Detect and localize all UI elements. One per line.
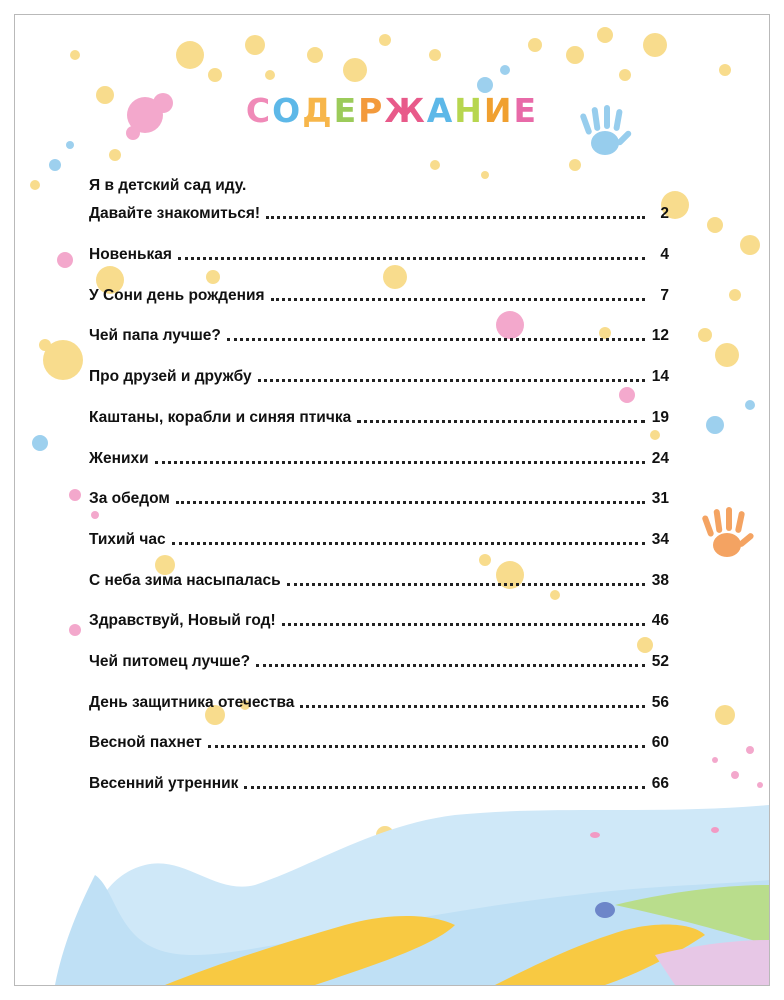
- title-letter: Д: [302, 91, 334, 130]
- title-letter: Р: [358, 91, 385, 130]
- dot-leader: [227, 337, 645, 341]
- toc-entry-page-number: 60: [651, 734, 669, 751]
- toc-entry[interactable]: [89, 730, 669, 752]
- toc-entry-page-number: 34: [651, 531, 669, 548]
- toc-entry-page-number: 14: [651, 368, 669, 385]
- toc-entry-title: Новенькая: [89, 246, 172, 263]
- toc-entry-title: За обедом: [89, 490, 170, 507]
- toc-entry-page-number: 56: [651, 694, 669, 711]
- toc-entry[interactable]: [89, 771, 669, 793]
- toc-entry-title: Давайте знакомиться!: [89, 205, 261, 222]
- dot-leader: [258, 378, 645, 382]
- toc-entry-page-number: 24: [651, 450, 669, 467]
- dot-leader: [176, 500, 645, 504]
- title-letter: С: [245, 91, 273, 130]
- toc-entry-title: Каштаны, корабли и синяя птичка: [89, 409, 352, 426]
- title-letter: Ж: [384, 91, 427, 130]
- title-letter: Е: [333, 91, 359, 130]
- dot-leader: [300, 704, 645, 708]
- toc-entry-title: Про друзей и дружбу: [89, 368, 252, 385]
- toc-entry[interactable]: [89, 527, 669, 549]
- toc-entry-page-number: 7: [660, 287, 669, 304]
- toc-entry-title: Чей папа лучше?: [89, 327, 221, 344]
- toc-entry[interactable]: [89, 608, 669, 630]
- title-letter: А: [426, 91, 455, 130]
- toc-entry-page-number: 2: [660, 205, 669, 222]
- toc-entry[interactable]: [89, 446, 669, 468]
- toc-entry-title: С неба зима насыпалась: [89, 572, 281, 589]
- toc-entry[interactable]: [89, 364, 669, 386]
- title-letter: О: [272, 91, 303, 130]
- dot-leader: [244, 785, 645, 789]
- toc-entry-page-number: 66: [651, 775, 669, 792]
- toc-entry-title: Весной пахнет: [89, 734, 202, 751]
- dot-leader: [287, 582, 645, 586]
- toc-entry-title: Чей питомец лучше?: [89, 653, 251, 670]
- book-page: [14, 14, 770, 986]
- toc-entry-title: Женихи: [89, 450, 149, 467]
- toc-entry[interactable]: [89, 690, 669, 712]
- toc-entry-title: У Сони день рождения: [89, 287, 265, 304]
- toc-entry[interactable]: [89, 242, 669, 264]
- toc-entry-title: День защитника отечества: [89, 694, 295, 711]
- orange-handprint-icon: [701, 507, 754, 557]
- dot-leader: [208, 744, 645, 748]
- dot-leader: [266, 215, 645, 219]
- dot-leader: [256, 663, 645, 667]
- toc-entry-page-number: 19: [651, 409, 669, 426]
- dot-leader: [271, 297, 645, 301]
- toc-entry-page-number: 52: [651, 653, 669, 670]
- dot-leader: [178, 256, 645, 260]
- toc-entry-page-number: 31: [651, 490, 669, 507]
- toc-entry-title: Весенний утренник: [89, 775, 239, 792]
- page-title: [15, 91, 769, 130]
- dot-leader: [282, 622, 645, 626]
- toc-entry[interactable]: [89, 283, 669, 305]
- toc-intro-line: Я в детский сад иду.: [89, 177, 247, 194]
- dot-leader: [172, 541, 645, 545]
- toc-entry-page-number: 38: [651, 572, 669, 589]
- title-letter: И: [483, 91, 514, 130]
- title-letter: Н: [454, 91, 484, 130]
- toc-entry[interactable]: [89, 649, 669, 671]
- toc-entry[interactable]: [89, 323, 669, 345]
- toc-entry[interactable]: [89, 405, 669, 427]
- toc-entry[interactable]: [89, 486, 669, 508]
- title-letter: Е: [513, 91, 539, 130]
- toc-entry[interactable]: [89, 568, 669, 590]
- toc-entry-title: Тихий час: [89, 531, 166, 548]
- water-wave-decoration: [55, 805, 769, 985]
- dot-leader: [357, 419, 645, 423]
- toc-entry[interactable]: [89, 201, 669, 223]
- toc-entry-page-number: 46: [651, 612, 669, 629]
- dot-leader: [155, 460, 645, 464]
- toc-entry-title: Здравствуй, Новый год!: [89, 612, 276, 629]
- toc-entry-page-number: 4: [660, 246, 669, 263]
- toc-entry-page-number: 12: [651, 327, 669, 344]
